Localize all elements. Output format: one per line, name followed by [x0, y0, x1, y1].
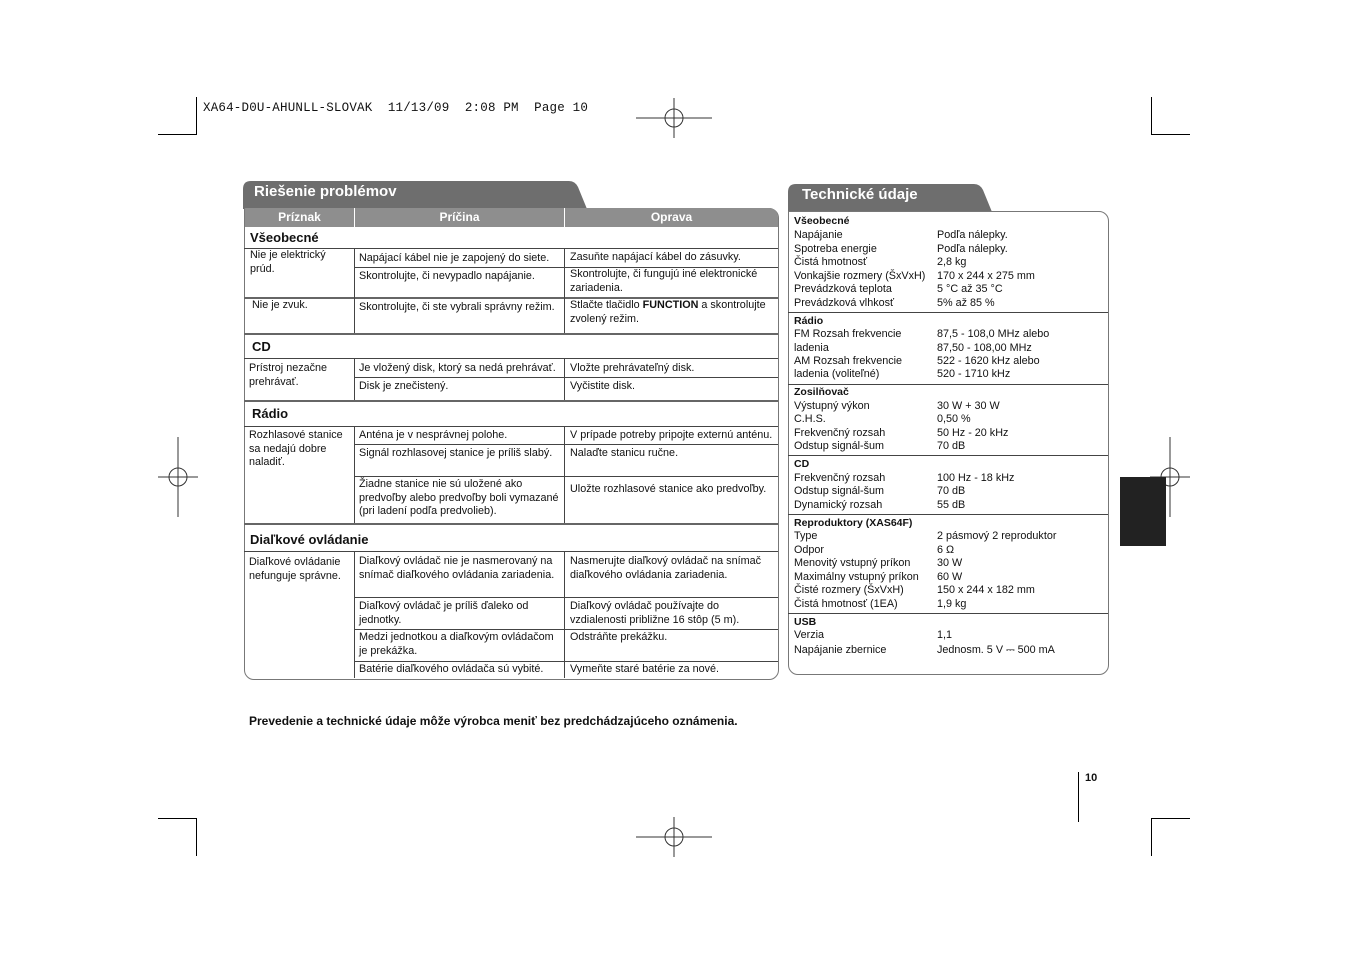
spec-label: Odstup signál-šum: [794, 440, 885, 452]
cause-cell: Skontrolujte, či nevypadlo napájanie.: [359, 270, 535, 282]
section-heading-general: Všeobecné: [250, 230, 319, 245]
spec-value: 1,1: [937, 629, 953, 641]
spec-value: 50 Hz - 20 kHz: [937, 427, 1009, 439]
spec-value: 87,5 - 108,0 MHz alebo: [937, 328, 1050, 340]
cause-cell: Anténa je v nesprávnej polohe.: [359, 429, 508, 441]
spec-label: Čistá hmotnosť: [794, 256, 868, 268]
spec-label: Čistá hmotnosť (1EA): [794, 598, 898, 610]
spec-label: Frekvenčný rozsah: [794, 472, 886, 484]
symptom-cell: Rozhlasové stanice sa nedajú dobre naladiť.: [249, 429, 343, 468]
spec-value: 60 W: [937, 571, 963, 583]
crop-mark: [196, 97, 197, 135]
crop-mark: [196, 818, 197, 856]
section-heading-radio: Rádio: [252, 406, 289, 421]
cause-cell: Žiadne stanice nie sú uložené ako predvoľby alebo predvoľby boli vymazané (pri ladení podľa predvolieb).: [359, 478, 559, 517]
fix-cell: Nasmerujte diaľkový ovládač na snímač diaľkového ovládania zariadenia.: [570, 555, 761, 581]
cause-cell: Batérie diaľkového ovládača sú vybité.: [359, 663, 544, 675]
spec-label: Vonkajšie rozmery (ŠxVxH): [794, 270, 926, 282]
cause-cell: Disk je znečistený.: [359, 380, 449, 392]
page-divider: [1078, 772, 1079, 822]
spec-label: Prevádzková teplota: [794, 283, 892, 295]
spec-value: Podľa nálepky.: [937, 229, 1008, 241]
column-header-fix: Oprava: [565, 208, 778, 227]
spec-value: 170 x 244 x 275 mm: [937, 270, 1035, 282]
symptom-cell: Nie je elektrický prúd.: [250, 249, 326, 275]
specs-title: Technické údaje: [802, 186, 918, 203]
spec-heading: Reproduktory (XAS64F): [794, 517, 913, 529]
section-heading-cd: CD: [252, 339, 271, 354]
spec-label: Napájanie: [794, 229, 843, 241]
spec-value: 70 dB: [937, 440, 966, 452]
spec-value: 30 W: [937, 557, 963, 569]
spec-label: Dynamický rozsah: [794, 499, 883, 511]
spec-heading: CD: [794, 458, 810, 470]
spec-value: 2,8 kg: [937, 256, 967, 268]
spec-label: Verzia: [794, 629, 825, 641]
spec-label: AM Rozsah frekvencie: [794, 355, 903, 367]
spec-value: 520 - 1710 kHz: [937, 368, 1011, 380]
spec-value: 522 - 1620 kHz alebo: [937, 355, 1040, 367]
symptom-cell: Nie je zvuk.: [252, 299, 308, 311]
spec-value: 5 °C až 35 °C: [937, 283, 1003, 295]
cause-cell: Skontrolujte, či ste vybrali správny režim.: [359, 301, 555, 313]
troubleshooting-title: Riešenie problémov: [254, 183, 397, 200]
registration-mark-icon: [634, 797, 714, 877]
footnote: Prevedenie a technické údaje môže výrobca meniť bez predchádzajúceho oznámenia.: [249, 714, 738, 728]
spec-heading: Rádio: [794, 315, 824, 327]
spec-value: 2 pásmový 2 reproduktor: [937, 530, 1057, 542]
spec-heading: Zosilňovač: [794, 386, 849, 398]
fix-cell: V prípade potreby pripojte externú anténu.: [570, 429, 773, 441]
spec-label: Čisté rozmery (ŠxVxH): [794, 584, 904, 596]
spec-value: 70 dB: [937, 485, 966, 497]
column-header-symptom: Príznak: [245, 208, 354, 227]
spec-value: 55 dB: [937, 499, 966, 511]
spec-heading: Všeobecné: [794, 215, 850, 227]
cause-cell: Je vložený disk, ktorý sa nedá prehrávať.: [359, 362, 556, 374]
spec-value: Podľa nálepky.: [937, 243, 1008, 255]
fix-cell: Stlačte tlačidlo FUNCTION a skontrolujte zvolený režim.: [570, 299, 766, 325]
fix-cell: Odstráňte prekážku.: [570, 631, 668, 643]
fix-cell: Vložte prehrávateľný disk.: [570, 362, 695, 374]
crop-mark: [1151, 97, 1152, 135]
spec-value: 150 x 244 x 182 mm: [937, 584, 1035, 596]
spec-value: 100 Hz - 18 kHz: [937, 472, 1015, 484]
spec-label: ladenia: [794, 342, 829, 354]
cause-cell: Medzi jednotkou a diaľkovým ovládačom je prekážka.: [359, 631, 554, 657]
crop-mark: [158, 818, 197, 819]
spec-label: Menovitý vstupný príkon: [794, 557, 911, 569]
registration-mark-icon: [138, 437, 218, 517]
crop-mark: [158, 134, 197, 135]
cause-cell: Diaľkový ovládač nie je nasmerovaný na snímač diaľkového ovládania zariadenia.: [359, 555, 555, 581]
cause-cell: Diaľkový ovládač je príliš ďaleko od jednotky.: [359, 600, 529, 626]
spec-label: C.H.S.: [794, 413, 826, 425]
spec-label: Type: [794, 530, 818, 542]
fix-cell: Vyčistite disk.: [570, 380, 635, 392]
registration-mark-icon: [634, 78, 714, 158]
page-number: 10: [1085, 772, 1098, 784]
spec-label: Prevádzková vlhkosť: [794, 297, 895, 309]
spec-label: ladenia (voliteľné): [794, 368, 880, 380]
spec-label: Maximálny vstupný príkon: [794, 571, 919, 583]
spec-label: Spotreba energie: [794, 243, 877, 255]
side-tab-block: [1120, 477, 1166, 546]
spec-label: Výstupný výkon: [794, 400, 870, 412]
spec-heading: USB: [794, 616, 817, 628]
symptom-cell: Prístroj nezačne prehrávať.: [249, 362, 328, 388]
spec-label: Frekvenčný rozsah: [794, 427, 886, 439]
column-header-cause: Príčina: [355, 208, 564, 227]
spec-label: FM Rozsah frekvencie: [794, 328, 902, 340]
spec-value: 0,50 %: [937, 413, 971, 425]
spec-value: 6 Ω: [937, 544, 955, 556]
print-header: XA64-D0U-AHUNLL-SLOVAK 11/13/09 2:08 PM Page 10: [203, 101, 589, 115]
crop-mark: [1151, 818, 1152, 856]
fix-cell: Skontrolujte, či fungujú iné elektronické zariadenia.: [570, 268, 758, 294]
cause-cell: Napájací kábel nie je zapojený do siete.: [359, 252, 550, 264]
fix-cell: Uložte rozhlasové stanice ako predvoľby.: [570, 483, 767, 495]
fix-cell: Zasuňte napájací kábel do zásuvky.: [570, 251, 741, 263]
fix-cell: Nalaďte stanicu ručne.: [570, 447, 679, 459]
spec-label: Odpor: [794, 544, 825, 556]
fix-cell: Vymeňte staré batérie za nové.: [570, 663, 720, 675]
spec-value: Jednosm. 5 V ⎓ 500 mA: [937, 644, 1055, 656]
spec-label: Odstup signál-šum: [794, 485, 885, 497]
spec-label: Napájanie zbernice: [794, 644, 887, 656]
spec-value: 5% až 85 %: [937, 297, 995, 309]
spec-value: 30 W + 30 W: [937, 400, 1000, 412]
crop-mark: [1151, 134, 1190, 135]
symptom-cell: Diaľkové ovládanie nefunguje správne.: [249, 556, 341, 582]
spec-value: 87,50 - 108,00 MHz: [937, 342, 1032, 354]
cause-cell: Signál rozhlasovej stanice je príliš slabý.: [359, 447, 553, 459]
section-heading-remote: Diaľkové ovládanie: [250, 532, 369, 547]
fix-cell: Diaľkový ovládač používajte do vzdialenosti približne 16 stôp (5 m).: [570, 600, 740, 626]
spec-value: 1,9 kg: [937, 598, 967, 610]
crop-mark: [1151, 818, 1190, 819]
